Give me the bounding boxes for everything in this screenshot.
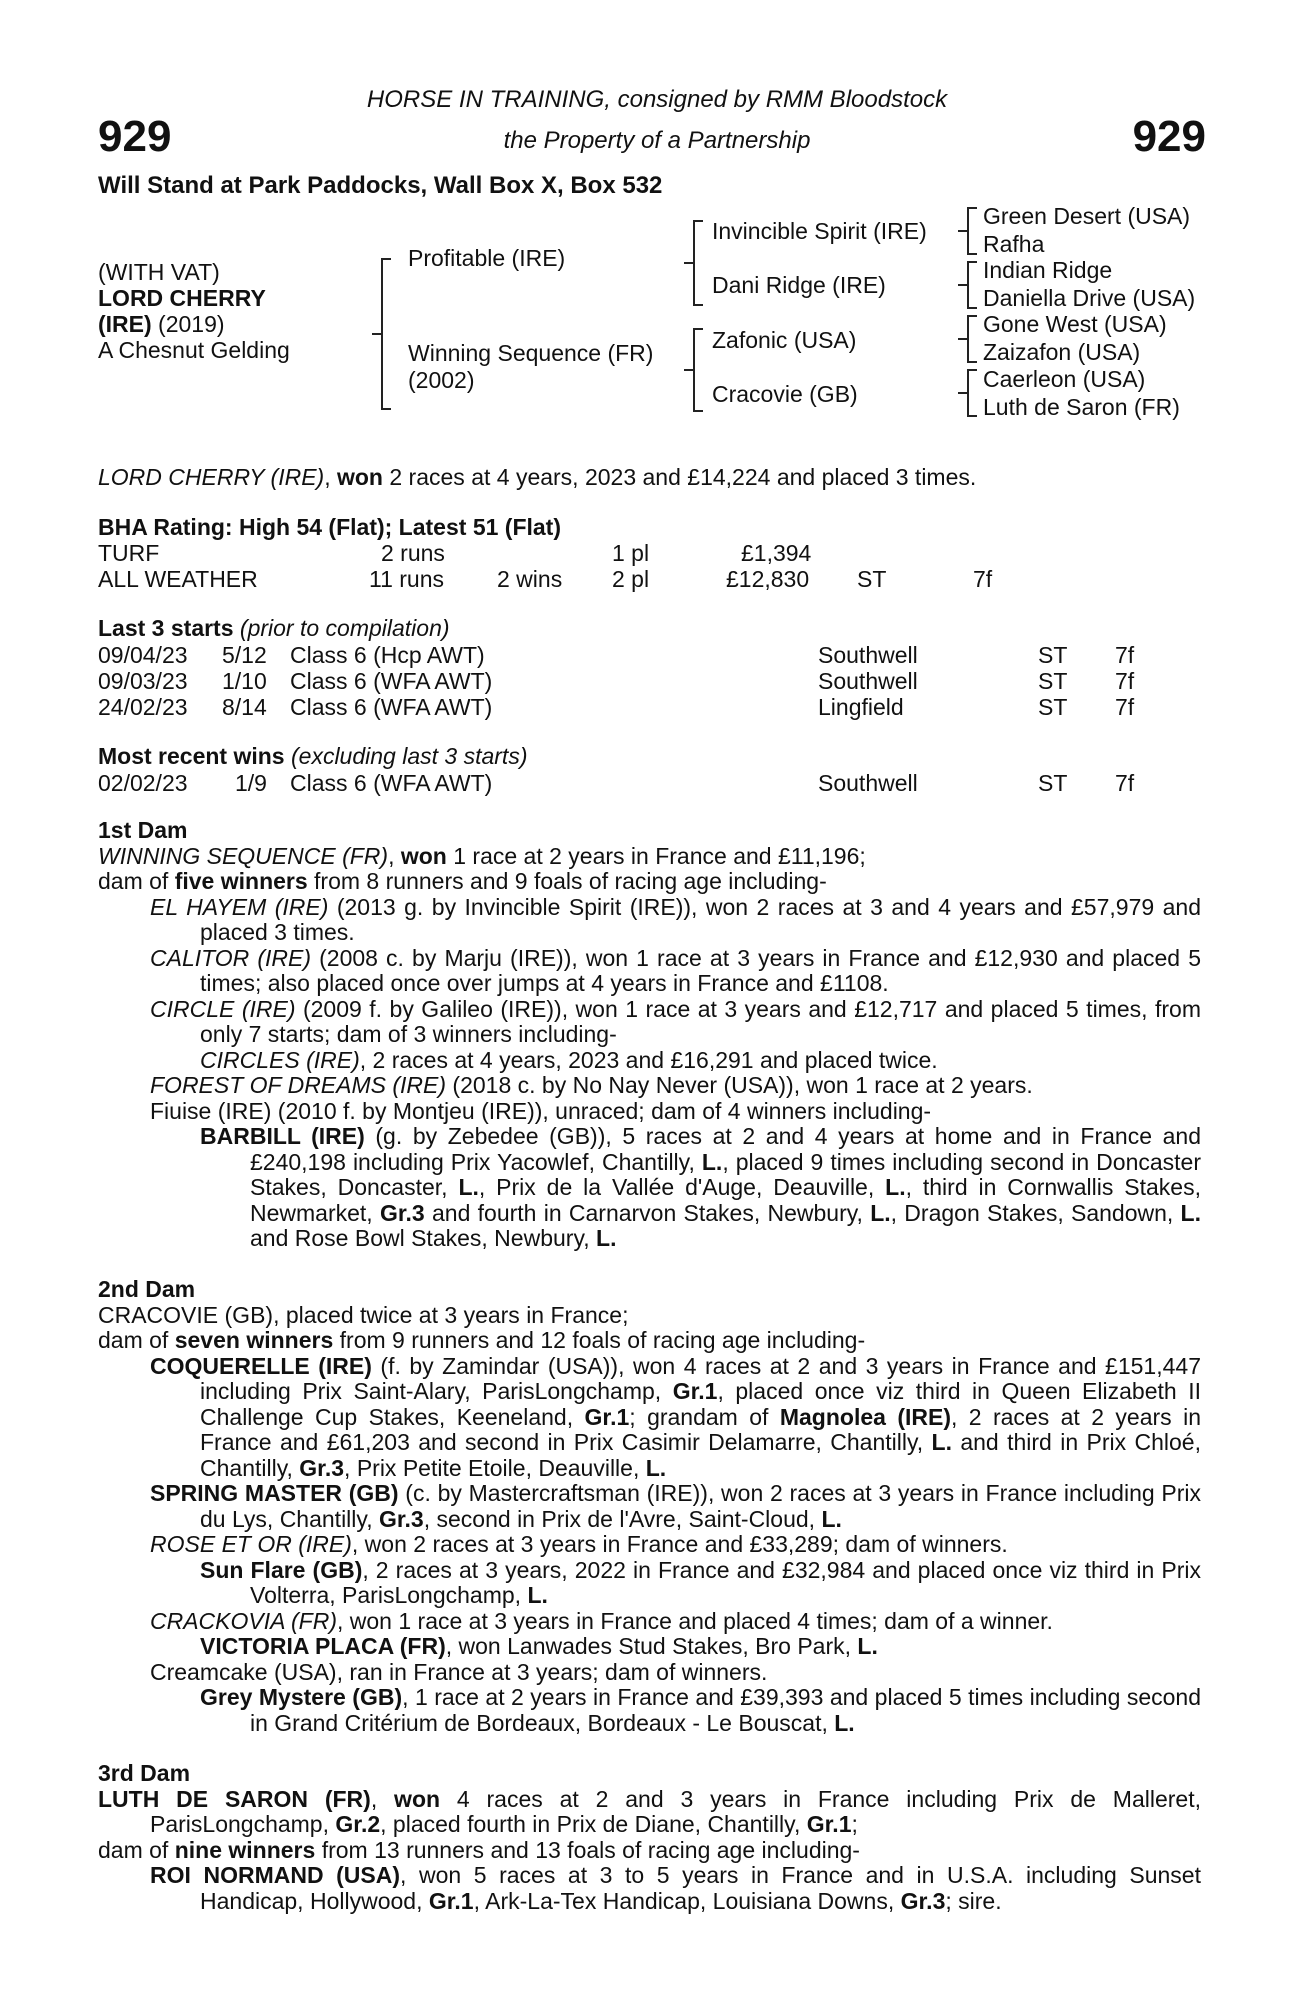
record-text: ; grandam of <box>629 1403 780 1430</box>
pedigree-brace-ss <box>967 207 977 255</box>
dam-line: WINNING SEQUENCE (FR), won 1 race at 2 years in France and £11,196; <box>98 842 866 869</box>
record-text: (g. by Zebedee (GB)), 5 races at 2 and 4 years at home and in France and £240,198 including Prix Yacowlef, Chantilly, <box>250 1123 1201 1175</box>
progeny-record: (2008 c. by Marju (IRE)), won 1 race at 3 years in France and £12,930 and placed 5 times; also placed once over jumps at 4 years in France and £1108. <box>200 944 1201 996</box>
rating-going: ST <box>857 566 887 592</box>
last3-title-bold: Last 3 starts <box>98 615 234 641</box>
record-text: and fourth in Carnarvon Stakes, Newbury, <box>424 1199 871 1226</box>
section-title: 1st Dam <box>98 817 188 843</box>
horse-origin <box>98 312 225 338</box>
win-distance: 7f <box>1115 770 1135 796</box>
vat-note: (WITH VAT) <box>98 259 220 285</box>
dam-line: LUTH DE SARON (FR), won 4 races at 2 and 3 years in France including Prix de Malleret, ParisLongchamp, Gr.2, placed fourth in Prix de Diane, Chantilly, Gr.1; <box>98 1785 1201 1837</box>
start-distance: 7f <box>1115 668 1135 694</box>
dam-of-rest: from 9 runners and 12 foals of racing age including- <box>333 1327 866 1353</box>
rating-prize: £1,394 <box>741 540 812 566</box>
pedigree-dsd: Zaizafon (USA) <box>983 339 1141 365</box>
first-dam-section <box>98 818 1201 1252</box>
pedigree-dam: Winning Sequence (FR) <box>408 340 654 366</box>
start-class: Class 6 (WFA AWT) <box>290 694 493 720</box>
section-title: 2nd Dam <box>98 1276 196 1302</box>
progeny-name: ROI NORMAND (USA) <box>150 1862 401 1888</box>
pedigree-dss: Gone West (USA) <box>983 311 1167 337</box>
progeny-name: EL HAYEM (IRE) <box>150 893 329 920</box>
grand-progeny-entry <box>98 1048 1201 1074</box>
pedigree-brace-main <box>381 258 391 410</box>
group-mark: Gr.1 <box>584 1403 630 1430</box>
listed-mark: L. <box>527 1582 548 1608</box>
progeny-name: CALITOR (IRE) <box>150 944 312 971</box>
start-course: Lingfield <box>818 694 904 720</box>
start-position: 8/14 <box>222 694 267 720</box>
pedigree-ssd: Rafha <box>983 231 1045 257</box>
rating-runs: 2 runs <box>381 540 445 566</box>
winners-count: five winners <box>174 868 308 894</box>
dam-of-rest: from 13 runners and 13 foals of racing age including- <box>315 1836 860 1863</box>
win-class: Class 6 (WFA AWT) <box>290 770 493 796</box>
progeny-entry <box>98 946 1201 997</box>
record-text: ; <box>851 1811 858 1837</box>
listed-mark: L. <box>821 1505 842 1532</box>
grand-progeny-entry <box>98 1634 1201 1660</box>
horse-country: (IRE) <box>98 311 152 337</box>
record-text: , placed 9 times including second in Doncaster Stakes, Doncaster, <box>250 1148 1201 1200</box>
record-text: , placed once viz third in Queen Elizabeth II Challenge Cup Stakes, Keeneland, <box>200 1378 1201 1430</box>
pedigree-dam-sire: Zafonic (USA) <box>712 327 857 353</box>
group-mark: Gr.3 <box>900 1887 946 1914</box>
listed-mark: L. <box>458 1174 479 1200</box>
group-mark: Gr.3 <box>378 1505 424 1532</box>
progeny-name: SPRING MASTER (GB) <box>150 1480 399 1506</box>
section-title: 3rd Dam <box>98 1760 191 1786</box>
progeny-name: BARBILL (IRE) <box>200 1123 365 1149</box>
summary-rest: 2 races at 4 years, 2023 and £14,224 and placed 3 times. <box>382 464 977 490</box>
pedigree-brace-sire <box>693 220 703 306</box>
won-word: won <box>400 842 447 869</box>
last3-note: (prior to compilation) <box>233 615 450 641</box>
group-mark: Gr.3 <box>299 1454 345 1481</box>
pedigree-dam-dam: Cracovie (GB) <box>712 381 858 407</box>
winners-count: nine winners <box>174 1836 316 1863</box>
listed-mark: L. <box>1180 1199 1201 1226</box>
record-text: , won Lanwades Stud Stakes, Bro Park, <box>445 1633 858 1659</box>
record-text: (c. by Mastercraftsman (IRE)), won 2 races at 3 years in France including Prix du Lys, Chantilly, <box>200 1480 1201 1532</box>
progeny-entry <box>98 1354 1201 1482</box>
progeny-entry: Fiuise (IRE) (2010 f. by Montjeu (IRE)), unraced; dam of 4 winners including- <box>150 1097 932 1124</box>
rating-wins: 2 wins <box>497 566 563 592</box>
start-course: Southwell <box>818 642 918 668</box>
horse-name: LORD CHERRY <box>98 285 266 311</box>
grandprogeny-name: Magnolea (IRE) <box>779 1403 951 1430</box>
grand-progeny-entry <box>98 1558 1201 1609</box>
record-text: , 1 race at 2 years in France and £39,393 and placed 5 times including second in Grand Critérium de Bordeaux, Bordeaux - Le Bouscat, <box>250 1684 1201 1736</box>
start-going: ST <box>1038 668 1068 694</box>
win-course: Southwell <box>818 770 918 796</box>
record-text: , Prix de la Vallée d'Auge, Deauville, <box>478 1174 886 1200</box>
start-distance: 7f <box>1115 694 1135 720</box>
record-text: , Prix Petite Etoile, Deauville, <box>344 1454 646 1481</box>
dam-of-rest: from 8 runners and 9 foals of racing age including- <box>307 868 827 894</box>
start-going: ST <box>1038 642 1068 668</box>
rating-surface: ALL WEATHER <box>98 566 258 592</box>
dam-of-line <box>98 1328 1201 1354</box>
summary-horse-name: LORD CHERRY (IRE) <box>98 464 325 490</box>
progeny-entry <box>98 1609 1201 1635</box>
pedigree-sire-dam: Dani Ridge (IRE) <box>712 272 886 298</box>
dam-line: CRACOVIE (GB), placed twice at 3 years in France; <box>98 1301 629 1328</box>
pedigree-dds: Caerleon (USA) <box>983 366 1146 392</box>
record-text: , Ark-La-Tex Handicap, Louisiana Downs, <box>473 1887 901 1914</box>
pedigree-brace-dam <box>693 328 703 412</box>
dam-of-line <box>98 1838 1201 1864</box>
lot-number-left: 929 <box>98 112 172 161</box>
third-dam-section <box>98 1761 1201 1914</box>
record-text: and Rose Bowl Stakes, Newbury, <box>250 1225 597 1251</box>
rating-runs: 11 runs <box>369 566 445 592</box>
consignor-line: HORSE IN TRAINING, consigned by RMM Bloodstock <box>366 86 948 113</box>
horse-description: A Chesnut Gelding <box>98 337 290 363</box>
progeny-entry <box>98 1073 1201 1099</box>
stand-location: Will Stand at Park Paddocks, Wall Box X, Box 532 <box>98 172 663 199</box>
progeny-record: , won 1 race at 3 years in France and placed 4 times; dam of a winner. <box>337 1607 1053 1634</box>
won-word: won <box>377 1785 441 1812</box>
group-mark: Gr.1 <box>672 1378 718 1404</box>
start-date: 09/04/23 <box>98 642 188 668</box>
dam-of-prefix: dam of <box>98 1836 175 1863</box>
progeny-name: ROSE ET OR (IRE) <box>150 1531 352 1557</box>
record-text: , second in Prix de l'Avre, Saint-Cloud, <box>423 1505 822 1532</box>
listed-mark: L. <box>596 1225 617 1251</box>
listed-mark: L. <box>931 1429 952 1455</box>
group-mark: Gr.1 <box>428 1887 474 1914</box>
dam-of-line <box>98 869 1201 895</box>
dam-name: LUTH DE SARON (FR) <box>98 1785 371 1812</box>
pedigree-sire: Profitable (IRE) <box>408 245 566 271</box>
progeny-name: COQUERELLE (IRE) <box>150 1352 372 1379</box>
progeny-entry <box>98 1532 1201 1558</box>
second-dam-section <box>98 1277 1201 1736</box>
start-going: ST <box>1038 694 1068 720</box>
progeny-entry <box>98 1863 1201 1914</box>
progeny-record: (2009 f. by Galileo (IRE)), won 1 race at 3 years and £12,717 and placed 5 times, from only 7 starts; dam of 3 winners including- <box>200 995 1201 1047</box>
record-text: 4 races at 2 and 3 years in France including Prix de Malleret, ParisLongchamp, <box>150 1785 1201 1837</box>
progeny-name: CRACKOVIA (FR) <box>150 1607 337 1634</box>
progeny-name: CIRCLES (IRE) <box>200 1046 360 1073</box>
dam-record: 1 race at 2 years in France and £11,196; <box>446 842 866 869</box>
listed-mark: L. <box>857 1633 878 1659</box>
start-course: Southwell <box>818 668 918 694</box>
start-class: Class 6 (WFA AWT) <box>290 668 493 694</box>
win-position: 1/9 <box>235 770 267 796</box>
recent-title-bold: Most recent wins <box>98 743 285 769</box>
group-mark: Gr.3 <box>379 1199 425 1226</box>
record-text: , won 5 races at 3 to 5 years in France and in U.S.A. including Sunset Handicap, Hollywood, <box>200 1862 1201 1914</box>
progeny-record: (2013 g. by Invincible Spirit (IRE)), won 2 races at 3 and 4 years and £57,979 and placed 3 times. <box>200 893 1201 945</box>
record-text: , 2 races at 3 years, 2022 in France and £32,984 and placed once viz third in Prix Volterra, ParisLongchamp, <box>250 1556 1201 1608</box>
horse-year: (2019) <box>151 311 225 337</box>
progeny-name: Grey Mystere (GB) <box>200 1684 403 1710</box>
progeny-record: , 2 races at 4 years, 2023 and £16,291 and placed twice. <box>359 1046 938 1073</box>
summary-won: won <box>336 464 383 490</box>
rating-pl: 1 pl <box>612 540 650 566</box>
listed-mark: L. <box>834 1709 855 1736</box>
last3-title <box>98 616 450 642</box>
group-mark: Gr.2 <box>335 1811 381 1837</box>
listed-mark: L. <box>870 1199 891 1226</box>
win-date: 02/02/23 <box>98 770 188 796</box>
start-position: 1/10 <box>222 668 267 694</box>
record-text: ; sire. <box>945 1887 1002 1914</box>
start-date: 24/02/23 <box>98 694 188 720</box>
race-summary: LORD CHERRY (IRE), won 2 races at 4 years, 2023 and £14,224 and placed 3 times. <box>98 464 977 490</box>
rating-prize: £12,830 <box>726 566 810 592</box>
pedigree-sire-sire: Invincible Spirit (IRE) <box>712 218 927 244</box>
winners-count: seven winners <box>174 1327 334 1353</box>
progeny-name: CIRCLE (IRE) <box>150 995 296 1022</box>
listed-mark: L. <box>645 1454 667 1481</box>
pedigree-brace-ds <box>967 315 977 363</box>
property-line: the Property of a Partnership <box>503 127 811 154</box>
pedigree-sss: Green Desert (USA) <box>983 203 1191 229</box>
listed-mark: L. <box>701 1148 723 1175</box>
pedigree-sds: Indian Ridge <box>983 257 1113 283</box>
rating-pl: 2 pl <box>612 566 650 592</box>
rating-distance: 7f <box>973 566 993 592</box>
progeny-record: (2018 c. by No Nay Never (USA)), won 1 race at 2 years. <box>446 1072 1033 1098</box>
record-text: and third in Prix Chloé, Chantilly, <box>200 1429 1201 1481</box>
progeny-name: VICTORIA PLACA (FR) <box>200 1633 446 1659</box>
record-text: (f. by Zamindar (USA)), won 4 races at 2 and 3 years in France and £151,447 including Prix Saint-Alary, ParisLongchamp, <box>200 1352 1201 1404</box>
record-text: , 2 races at 2 years in France and £61,203 and second in Prix Casimir Delamarre, Chantilly, <box>200 1403 1201 1455</box>
progeny-entry <box>98 997 1201 1048</box>
pedigree-brace-dd <box>967 369 977 417</box>
progeny-entry <box>98 895 1201 946</box>
recent-wins-title <box>98 744 527 770</box>
rating-surface: TURF <box>98 540 160 566</box>
start-date: 09/03/23 <box>98 668 188 694</box>
record-text: , third in Cornwallis Stakes, Newmarket, <box>250 1174 1201 1226</box>
record-text: , Dragon Stakes, Sandown, <box>890 1199 1181 1226</box>
progeny-entry <box>98 1481 1201 1532</box>
pedigree-dam-year: (2002) <box>408 367 475 393</box>
listed-mark: L. <box>885 1174 906 1200</box>
dam-of-prefix: dam of <box>98 1327 175 1353</box>
pedigree-ddd: Luth de Saron (FR) <box>983 394 1180 420</box>
start-distance: 7f <box>1115 642 1135 668</box>
grand-progeny-entry <box>98 1124 1201 1252</box>
pedigree-brace-sd <box>967 261 977 309</box>
group-mark: Gr.1 <box>806 1811 852 1837</box>
dam-of-prefix: dam of <box>98 868 175 894</box>
bha-rating-title: BHA Rating: High 54 (Flat); Latest 51 (Flat) <box>98 514 561 540</box>
start-position: 5/12 <box>222 642 267 668</box>
progeny-entry: Creamcake (USA), ran in France at 3 years; dam of winners. <box>150 1658 768 1685</box>
dam-name: WINNING SEQUENCE (FR) <box>98 842 389 869</box>
start-class: Class 6 (Hcp AWT) <box>290 642 485 668</box>
pedigree-sdd: Daniella Drive (USA) <box>983 285 1196 311</box>
record-text: , placed fourth in Prix de Diane, Chantilly, <box>380 1811 807 1837</box>
progeny-record: , won 2 races at 3 years in France and £33,289; dam of winners. <box>351 1531 1008 1557</box>
recent-note: (excluding last 3 starts) <box>284 743 528 769</box>
lot-number-right: 929 <box>1132 112 1206 161</box>
progeny-name: Sun Flare (GB) <box>200 1556 363 1583</box>
grand-progeny-entry <box>98 1685 1201 1736</box>
progeny-name: FOREST OF DREAMS (IRE) <box>150 1072 447 1098</box>
win-going: ST <box>1038 770 1068 796</box>
